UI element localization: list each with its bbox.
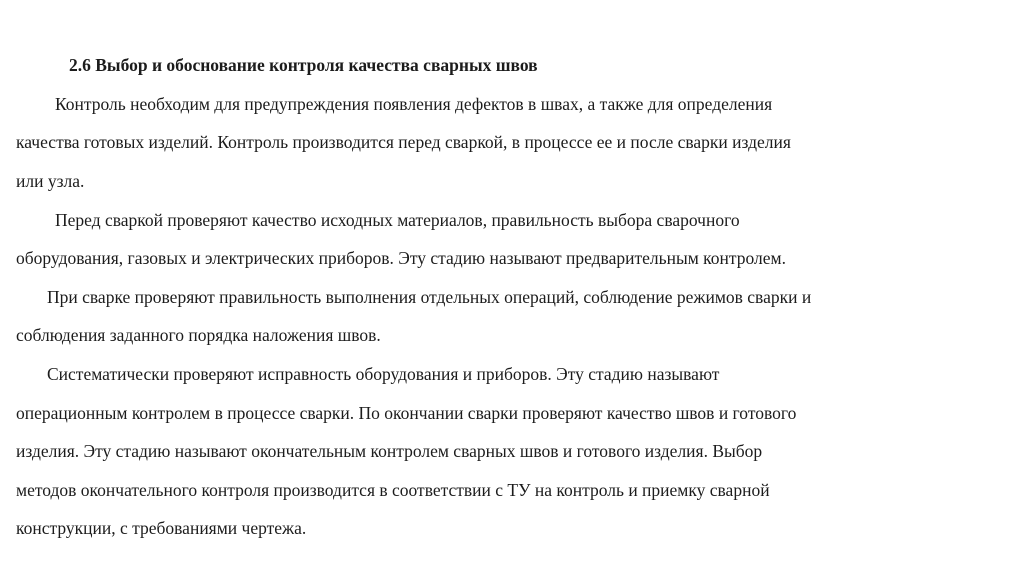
text-line: оборудования, газовых и электрических приборов. Эту стадию называют предварительным контролем. xyxy=(16,248,786,268)
text-line: Систематически проверяют исправность оборудования и приборов. Эту стадию называют xyxy=(47,364,720,384)
text-line: методов окончательного контроля производится в соответствии с ТУ на контроль и приемку сварной xyxy=(16,480,770,500)
text-line: Перед сваркой проверяют качество исходных материалов, правильность выбора сварочного xyxy=(55,210,740,230)
text-line: или узла. xyxy=(16,171,85,191)
text-line: При сварке проверяют правильность выполнения отдельных операций, соблюдение режимов сварки и xyxy=(47,287,812,307)
text-line: изделия. Эту стадию называют окончательным контролем сварных швов и готового изделия. Выбор xyxy=(16,441,763,461)
text-line: Контроль необходим для предупреждения появления дефектов в швах, а также для определения xyxy=(55,94,773,114)
text-line: конструкции, с требованиями чертежа. xyxy=(16,518,307,538)
text-line: операционным контролем в процессе сварки. По окончании сварки проверяют качество швов и готового xyxy=(16,403,797,423)
section-heading: 2.6 Выбор и обоснование контроля качества сварных швов xyxy=(69,55,538,75)
text-line: качества готовых изделий. Контроль производится перед сваркой, в процессе ее и после сварки изделия xyxy=(16,132,791,152)
text-line: соблюдения заданного порядка наложения швов. xyxy=(16,325,381,345)
